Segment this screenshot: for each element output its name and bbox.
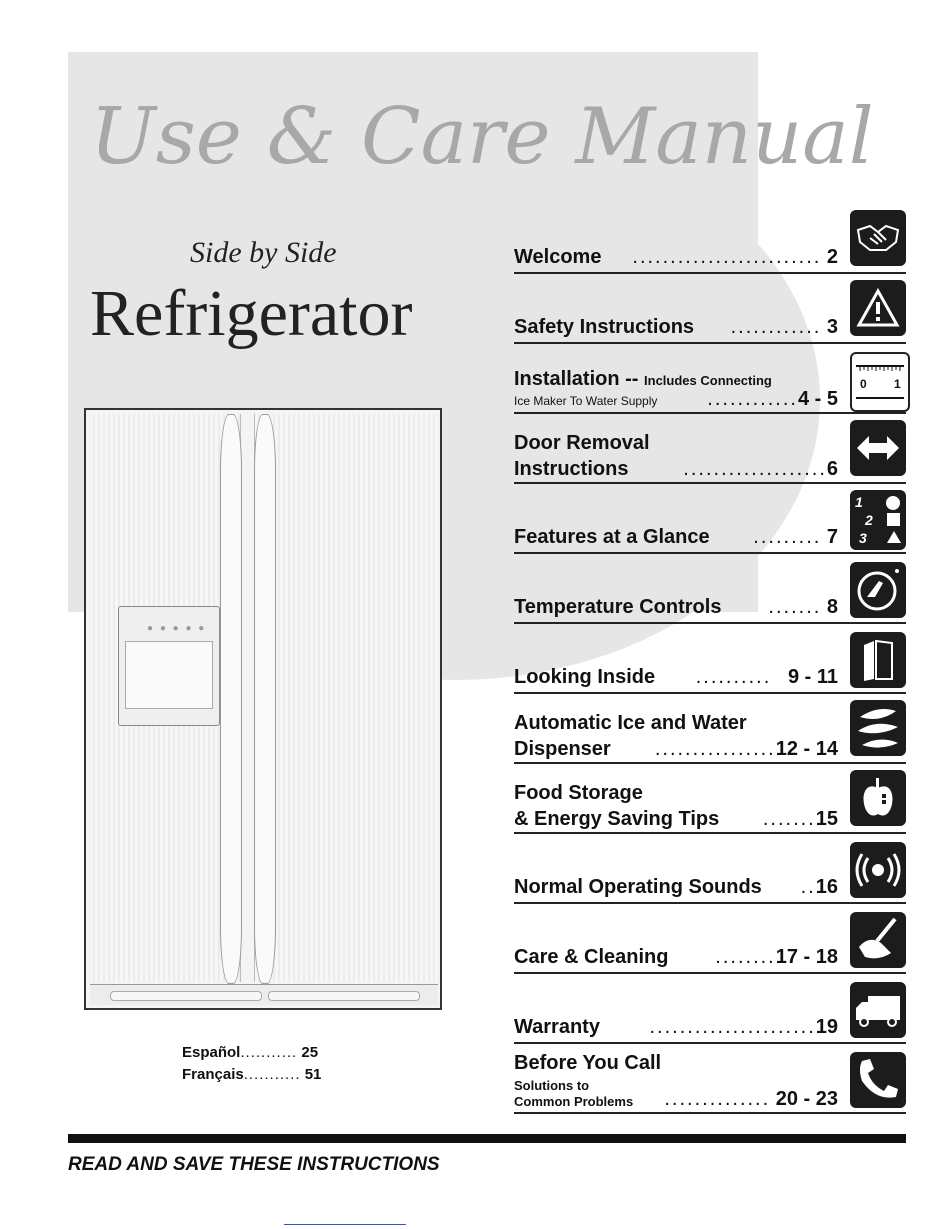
toc-label: Features at a Glance: [514, 526, 710, 548]
shapes-icon: [850, 490, 906, 550]
toc-label: Looking Inside: [514, 666, 656, 688]
language-link-spanish[interactable]: [182, 1044, 318, 1061]
toc-label: Automatic Ice and Water: [514, 712, 747, 734]
toc-page-number: ........17 - 18: [715, 946, 838, 968]
toc-page-number: ....... 8: [768, 596, 838, 618]
toc-label: Welcome: [514, 246, 602, 268]
warning-icon: [850, 280, 906, 336]
toc-item-safety[interactable]: [514, 306, 906, 344]
toc-page-number: .......15: [762, 808, 838, 830]
toc-item-food-storage[interactable]: [514, 780, 906, 834]
svg-text:2: 2: [865, 512, 873, 528]
language-page: 25: [301, 1044, 319, 1061]
product-name: Refrigerator: [90, 277, 413, 350]
fresh-food-handle: [254, 414, 276, 984]
svg-text:0: 0: [860, 377, 867, 391]
dial-hand-icon: [850, 562, 906, 618]
leaves-icon: [850, 700, 906, 756]
toc-page-number: ...................6: [683, 458, 838, 480]
toc-label: Care & Cleaning: [514, 946, 669, 968]
toc-item-temperature[interactable]: [514, 590, 906, 624]
toc-item-dispenser[interactable]: [514, 710, 906, 764]
sound-icon: [850, 842, 906, 898]
fresh-food-door: [254, 414, 439, 982]
leader-dots: ...........: [240, 1044, 298, 1061]
manual-title: Use & Care Manual: [90, 92, 874, 182]
toc-label: Warranty: [514, 1016, 600, 1038]
toc-item-welcome[interactable]: [514, 240, 906, 274]
manual-subtitle: Side by Side: [190, 236, 337, 269]
toe-grille: [90, 984, 438, 1005]
toc-page-number: ..16: [800, 876, 838, 898]
language-label: Français: [182, 1066, 244, 1083]
toc-page-number: ................12 - 14: [654, 738, 838, 760]
toc-item-care-cleaning[interactable]: [514, 940, 906, 974]
toc-page-number: ............ 3: [730, 316, 838, 338]
toc-label: Normal Operating Sounds: [514, 876, 762, 898]
language-page: 51: [304, 1066, 322, 1083]
freezer-handle: [220, 414, 242, 984]
cleaning-hand-icon: [850, 912, 906, 968]
link-underline: [284, 1224, 406, 1225]
toc-label: Installation -- Includes Connecting: [514, 368, 772, 390]
refrigerator-illustration: [84, 408, 442, 1010]
svg-text:1: 1: [894, 377, 901, 391]
grille-slot: [110, 991, 262, 1001]
ice-water-dispenser: [118, 606, 220, 726]
svg-text:1: 1: [855, 494, 863, 510]
dispenser-well: [125, 641, 213, 709]
toc-label: Safety Instructions: [514, 316, 695, 338]
toc-item-warranty[interactable]: [514, 1010, 906, 1044]
toc-item-installation[interactable]: [514, 366, 906, 414]
toc-label-line2: Solutions to: [514, 1078, 590, 1093]
toc-label-line3: Common Problems: [514, 1094, 634, 1109]
toc-page-number: ............4 - 5: [707, 388, 838, 410]
toc-item-features[interactable]: [514, 520, 906, 554]
language-label: Español: [182, 1044, 241, 1061]
toc-label: Before You Call: [514, 1052, 662, 1074]
ruler-icon: [850, 352, 910, 412]
toc-label-line2: Instructions: [514, 458, 629, 480]
toc-label-line2: Ice Maker To Water Supply: [514, 394, 658, 408]
truck-icon: [850, 982, 906, 1038]
dispenser-buttons: ● ● ● ● ●: [147, 623, 207, 634]
toc-page-number: .............. 20 - 23: [664, 1088, 838, 1110]
toc-page-number: ......................... 2: [632, 246, 838, 268]
toc-item-sounds[interactable]: [514, 870, 906, 904]
toc-page-number: ......................19: [649, 1016, 838, 1038]
toc-item-looking-inside[interactable]: [514, 660, 906, 694]
handshake-icon: [850, 210, 906, 266]
phone-icon: [850, 1052, 906, 1108]
leader-dots: ...........: [243, 1066, 301, 1083]
toc-item-before-you-call[interactable]: [514, 1052, 906, 1114]
toc-label: Food Storage: [514, 782, 643, 804]
double-arrow-icon: [850, 420, 906, 476]
apple-icon: [850, 770, 906, 826]
footer-divider: [68, 1134, 906, 1143]
footer-instructions: READ AND SAVE THESE INSTRUCTIONS: [68, 1154, 440, 1175]
toc-page-number: .......... 9 - 11: [695, 666, 838, 688]
toc-label: Door Removal: [514, 432, 650, 454]
toc-label: Temperature Controls: [514, 596, 722, 618]
toc-label-line2: Dispenser: [514, 738, 611, 760]
toc-label-line2: & Energy Saving Tips: [514, 808, 720, 830]
fridge-icon: [850, 632, 906, 688]
toc-item-door-removal[interactable]: [514, 430, 906, 484]
language-link-french[interactable]: [182, 1066, 321, 1083]
toc-page-number: ......... 7: [753, 526, 838, 548]
grille-slot: [268, 991, 420, 1001]
svg-text:3: 3: [859, 530, 867, 546]
